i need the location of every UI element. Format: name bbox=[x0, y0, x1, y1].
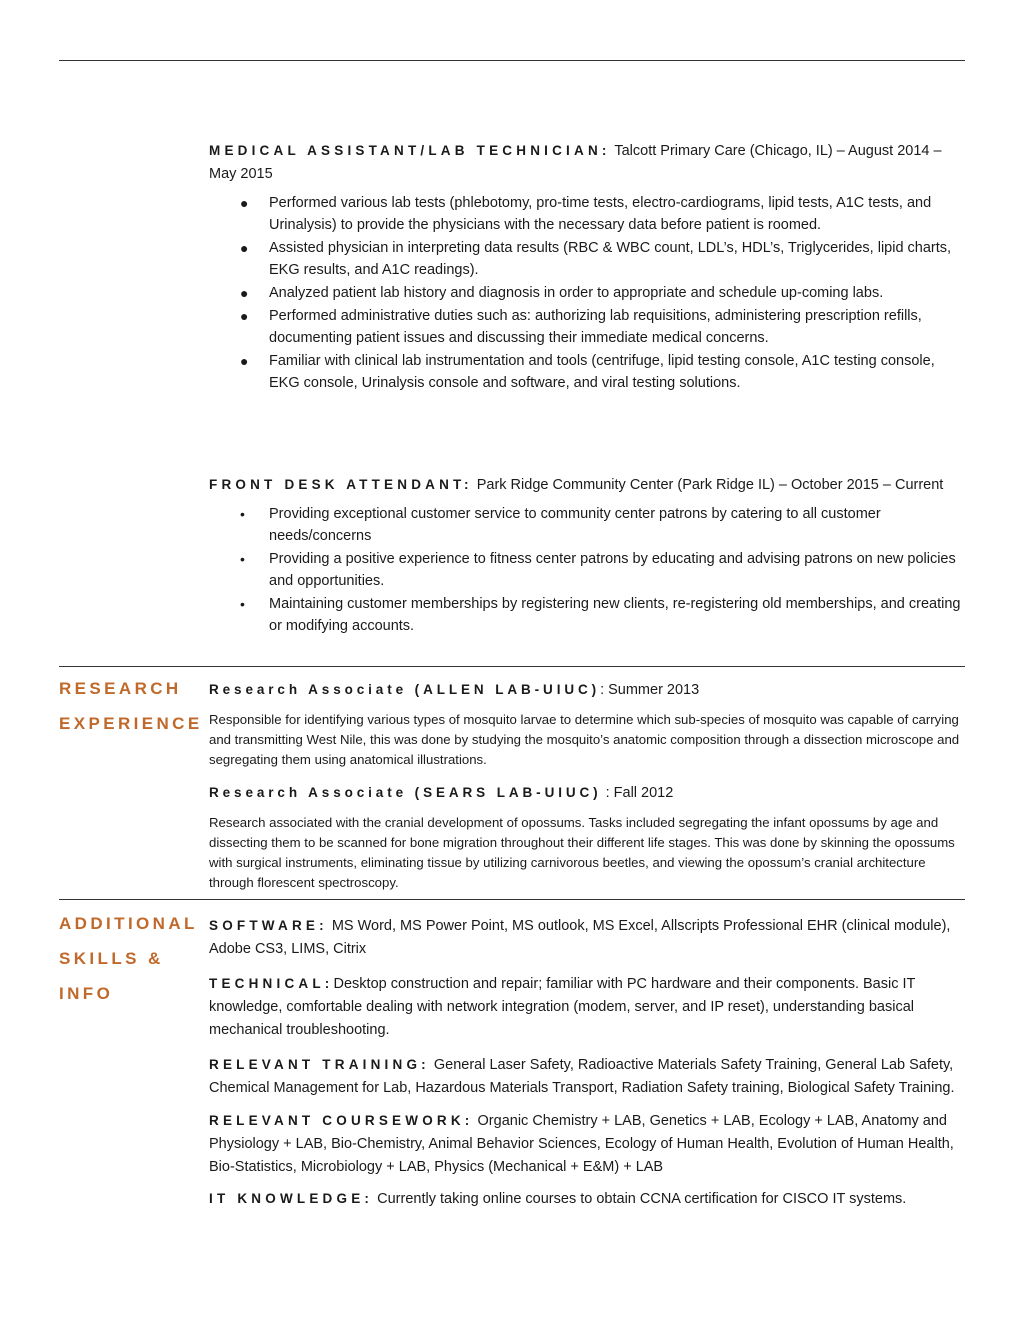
list-item bbox=[209, 192, 965, 236]
research-entry-allen bbox=[209, 678, 965, 770]
job-entry-front-desk bbox=[209, 473, 965, 638]
section-label-line: ADDITIONAL bbox=[59, 914, 198, 933]
section-label-line: INFO bbox=[59, 984, 114, 1003]
section-divider bbox=[59, 666, 965, 667]
research-title: Research Associate (ALLEN LAB-UIUC) bbox=[209, 682, 601, 697]
skill-item-software bbox=[209, 914, 965, 961]
research-title: Research Associate (SEARS LAB-UIUC) bbox=[209, 785, 602, 800]
skill-title: RELEVANT COURSEWORK: bbox=[209, 1113, 474, 1128]
job-title: FRONT DESK ATTENDANT: bbox=[209, 477, 473, 492]
job-bullet-list bbox=[209, 503, 965, 637]
job-heading bbox=[209, 139, 965, 186]
section-label-research bbox=[59, 671, 204, 741]
bullet-text: Maintaining customer memberships by registering new clients, re-registering old memberships, and creating or modifying accounts. bbox=[269, 596, 961, 634]
job-detail: Park Ridge Community Center (Park Ridge IL) – October 2015 – Current bbox=[472, 477, 944, 493]
research-heading bbox=[209, 678, 965, 702]
skill-text: Organic Chemistry + LAB, Genetics + LAB, Ecology + LAB, Anatomy and Physiology + LAB, Bio-Chemistry, Animal Behavior Sciences, Ecology of Human Health, Evolution of Human Health, Bio-Statistics, Microbiology + LAB, Physics (Mechanical + E&M) + LAB bbox=[209, 1113, 954, 1175]
bullet-icon: ● bbox=[240, 285, 249, 301]
research-heading bbox=[209, 781, 965, 805]
job-heading bbox=[209, 473, 965, 497]
list-item bbox=[209, 282, 965, 304]
job-entry-medical-assistant bbox=[209, 139, 965, 395]
list-item bbox=[209, 503, 965, 547]
research-entry-sears bbox=[209, 781, 965, 893]
list-item bbox=[209, 350, 965, 394]
bullet-icon: • bbox=[240, 506, 245, 522]
skill-title: RELEVANT TRAINING: bbox=[209, 1057, 430, 1072]
skill-item-it-knowledge bbox=[209, 1187, 965, 1211]
job-bullet-list bbox=[209, 192, 965, 394]
section-label-skills bbox=[59, 906, 204, 1011]
section-label-line: SKILLS & bbox=[59, 949, 164, 968]
list-item bbox=[209, 548, 965, 592]
research-detail: : Fall 2012 bbox=[601, 785, 674, 801]
bullet-text: Performed administrative duties such as: authorizing lab requisitions, administering prescription refills, documenting patient issues and discussing their immediate medical concerns. bbox=[269, 308, 922, 346]
section-divider bbox=[59, 899, 965, 900]
research-description: Research associated with the cranial development of opossums. Tasks included segregating the infant opossums by age and dissecting them to be scanned for bone migration throughout their different life stages. This was done by skinning the opossums with surgical instruments, eliminating tissue by utilizing carnivorous beetles, and viewing the opossum’s cranial architecture through florescent spectroscopy. bbox=[209, 815, 955, 890]
skill-title: SOFTWARE: bbox=[209, 918, 328, 933]
top-divider bbox=[59, 60, 965, 61]
bullet-text: Assisted physician in interpreting data results (RBC & WBC count, LDL’s, HDL’s, Triglycerides, lipid charts, EKG results, and A1C readings). bbox=[269, 240, 952, 278]
bullet-icon: ● bbox=[240, 195, 249, 211]
section-label-line: RESEARCH bbox=[59, 679, 182, 698]
bullet-text: Familiar with clinical lab instrumentation and tools (centrifuge, lipid testing console, A1C testing console, EKG console, Urinalysis console and software, and viral testing solutions. bbox=[269, 353, 935, 391]
skill-item-technical bbox=[209, 972, 965, 1042]
skill-title: IT KNOWLEDGE: bbox=[209, 1191, 374, 1206]
skill-text: General Laser Safety, Radioactive Materials Safety Training, General Lab Safety, Chemical Management for Lab, Hazardous Materials Transport, Radiation Safety training, Biological Safety Training. bbox=[209, 1057, 955, 1096]
skill-item-coursework bbox=[209, 1109, 965, 1179]
skill-text: MS Word, MS Power Point, MS outlook, MS Excel, Allscripts Professional EHR (clinical module), Adobe CS3, LIMS, Citrix bbox=[209, 918, 951, 957]
skills-list bbox=[209, 914, 965, 1211]
list-item bbox=[209, 305, 965, 349]
job-detail: Talcott Primary Care (Chicago, IL) – August 2014 – May 2015 bbox=[209, 143, 942, 182]
bullet-icon: ● bbox=[240, 240, 249, 256]
research-description: Responsible for identifying various types of mosquito larvae to determine which sub-species of mosquito was capable of carrying and transmitting West Nile, this was done by studying the mosquito’s anatomic composition through a dissection microscope and segregating them using anatomical illustrations. bbox=[209, 712, 960, 767]
skill-text: Desktop construction and repair; familiar with PC hardware and their components. Basic IT knowledge, comfortable dealing with network integration (modem, server, and IP reset), understanding basical mechanical troubleshooting. bbox=[209, 976, 916, 1038]
job-title: MEDICAL ASSISTANT/LAB TECHNICIAN: bbox=[209, 143, 611, 158]
bullet-text: Analyzed patient lab history and diagnosis in order to appropriate and schedule up-coming labs. bbox=[269, 285, 884, 301]
list-item bbox=[209, 237, 965, 281]
skill-title: TECHNICAL: bbox=[209, 976, 334, 991]
bullet-icon: ● bbox=[240, 308, 249, 324]
list-item bbox=[209, 593, 965, 637]
bullet-text: Performed various lab tests (phlebotomy, pro-time tests, electro-cardiograms, lipid tests, A1C tests, and Urinalysis) to provide the physicians with the necessary data before patient is roomed. bbox=[269, 195, 932, 233]
bullet-text: Providing exceptional customer service to community center patrons by catering to all customer needs/concerns bbox=[269, 506, 881, 544]
research-detail: : Summer 2013 bbox=[600, 682, 700, 698]
bullet-text: Providing a positive experience to fitness center patrons by educating and advising patrons on new policies and opportunities. bbox=[269, 551, 956, 589]
section-label-line: EXPERIENCE bbox=[59, 714, 203, 733]
bullet-icon: • bbox=[240, 596, 245, 612]
bullet-icon: • bbox=[240, 551, 245, 567]
skill-item-training bbox=[209, 1053, 965, 1100]
bullet-icon: ● bbox=[240, 353, 249, 369]
skill-text: Currently taking online courses to obtain CCNA certification for CISCO IT systems. bbox=[373, 1191, 907, 1207]
